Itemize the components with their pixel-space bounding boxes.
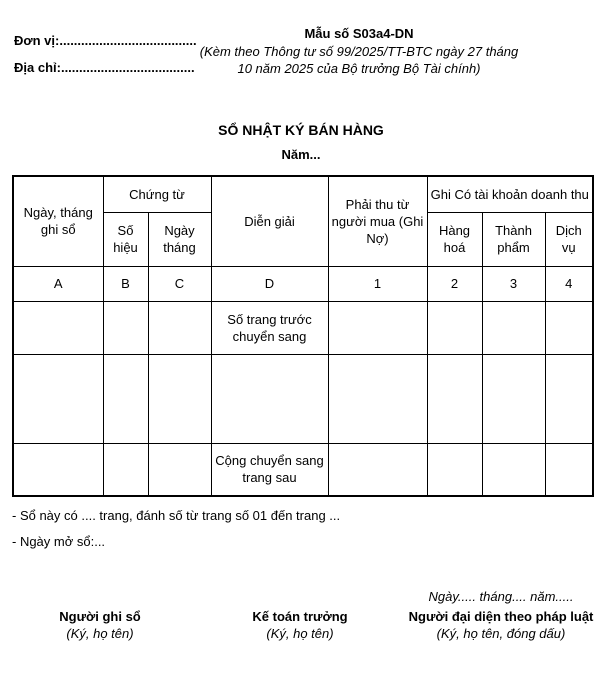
- col-header-goods: Hàng hoá: [427, 212, 482, 266]
- empty-cell: [427, 354, 482, 443]
- empty-cell: [427, 301, 482, 354]
- note-pages: - Sổ này có .... trang, đánh số từ trang số 01 đến trang ...: [12, 508, 341, 523]
- signature-bookkeeper: [0, 588, 200, 642]
- column-code: 1: [328, 266, 427, 301]
- header-right: [198, 26, 520, 77]
- col-header-services: Dịch vụ: [545, 212, 593, 266]
- signature-date-line: Ngày..... tháng.... năm.....: [428, 589, 574, 604]
- column-code: D: [211, 266, 328, 301]
- unit-field: Đơn vị:......................................: [14, 33, 197, 48]
- sales-journal-table: [12, 175, 594, 497]
- form-year: Năm...: [281, 147, 321, 162]
- col-header-voucher-group: Chứng từ: [103, 176, 211, 212]
- col-header-date-recorded: Ngày, tháng ghi sổ: [13, 176, 103, 266]
- header-left: [14, 27, 197, 81]
- form-reference: (Kèm theo Thông tư số 99/2025/TT-BTC ngày 27 tháng 10 năm 2025 của Bộ trưởng Bộ Tài chính): [199, 44, 519, 76]
- empty-cell: [148, 354, 211, 443]
- signature-section: [0, 588, 602, 642]
- col-header-voucher-no: Số hiệu: [103, 212, 148, 266]
- col-header-receivable: Phải thu từ người mua (Ghi Nợ): [328, 176, 427, 266]
- signature-title: Người đại diện theo pháp luật: [408, 609, 594, 624]
- table-row: [13, 301, 593, 354]
- column-code: 3: [482, 266, 545, 301]
- empty-cell: [545, 443, 593, 496]
- signature-legal-representative: [400, 588, 602, 642]
- col-header-credit-group: Ghi Có tài khoản doanh thu: [427, 176, 593, 212]
- empty-cell: [103, 354, 148, 443]
- empty-cell: [482, 354, 545, 443]
- column-code-row: [13, 266, 593, 301]
- empty-cell: [13, 301, 103, 354]
- signature-date-spacer: [200, 588, 400, 607]
- signature-date-spacer: [0, 588, 200, 607]
- col-header-finished-products: Thành phẩm: [482, 212, 545, 266]
- description-cell: Cộng chuyển sang trang sau: [211, 443, 328, 496]
- empty-cell: [13, 443, 103, 496]
- signature-subtitle: (Ký, họ tên): [266, 626, 334, 641]
- signature-chief-accountant: [200, 588, 400, 642]
- column-code: C: [148, 266, 211, 301]
- form-title: SỔ NHẬT KÝ BÁN HÀNG: [218, 122, 384, 138]
- empty-cell: [482, 301, 545, 354]
- empty-cell: [148, 443, 211, 496]
- signature-title: Người ghi sổ: [59, 609, 141, 624]
- empty-cell: [545, 301, 593, 354]
- empty-cell: [328, 301, 427, 354]
- empty-cell: [13, 354, 103, 443]
- address-field: Địa chỉ:.....................................: [14, 60, 195, 75]
- description-cell: Số trang trước chuyển sang: [211, 301, 328, 354]
- note-open-date: - Ngày mở sổ:...: [12, 534, 106, 549]
- col-header-description: Diễn giải: [211, 176, 328, 266]
- form-number: Mẫu số S03a4-DN: [304, 26, 414, 41]
- empty-cell: [103, 443, 148, 496]
- empty-cell: [328, 443, 427, 496]
- table-row: [13, 443, 593, 496]
- signature-subtitle: (Ký, họ tên, đóng dấu): [436, 626, 566, 641]
- table-row: [13, 354, 593, 443]
- header-row-1: [13, 176, 593, 212]
- empty-cell: [148, 301, 211, 354]
- column-code: 4: [545, 266, 593, 301]
- signature-subtitle: (Ký, họ tên): [66, 626, 134, 641]
- column-code: 2: [427, 266, 482, 301]
- description-cell: [211, 354, 328, 443]
- empty-cell: [328, 354, 427, 443]
- signature-title: Kế toán trưởng: [252, 609, 348, 624]
- empty-cell: [482, 443, 545, 496]
- empty-cell: [427, 443, 482, 496]
- col-header-voucher-date: Ngày tháng: [148, 212, 211, 266]
- column-code: A: [13, 266, 103, 301]
- footer-notes: [12, 503, 592, 555]
- empty-cell: [103, 301, 148, 354]
- column-code: B: [103, 266, 148, 301]
- empty-cell: [545, 354, 593, 443]
